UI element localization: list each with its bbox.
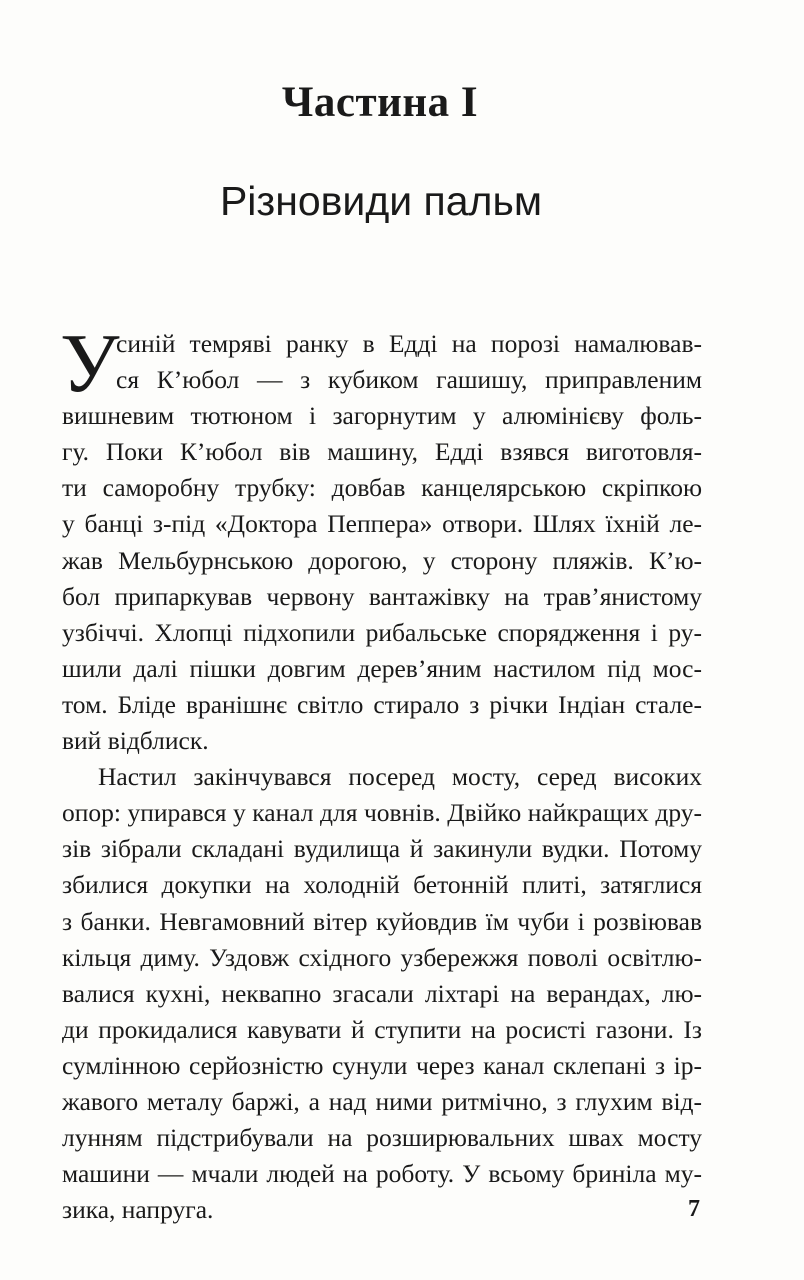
text-line: жав Мельбурнською дорогою, у сторону пляжів. К’ю- bbox=[62, 545, 702, 575]
text-line: ти саморобну трубку: довбав канцелярською скріпкою bbox=[62, 473, 702, 503]
text-line: сумлінною серйозністю сунули через канал склепані з ір- bbox=[62, 1050, 702, 1080]
body-text bbox=[60, 317, 702, 1228]
text-line: лунням підстрибували на розширювальних швах мосту bbox=[62, 1123, 702, 1153]
text-line: збилися докупки на холодній бетонній плиті, затяглися bbox=[62, 870, 702, 900]
text-line: ся К’юбол — з кубиком гашишу, приправленим bbox=[116, 365, 702, 395]
text-line: том. Бліде вранішнє світло стирало з річки Індіан сталe- bbox=[62, 689, 702, 719]
drop-cap: У bbox=[60, 317, 120, 410]
text-line: зів зібрали складані вудилища й закинули вудки. Потому bbox=[62, 834, 702, 864]
text-line: бол припаркував червону вантажівку на трав’янистому bbox=[62, 581, 702, 611]
text-line: Настил закінчувався посеред мосту, серед високих bbox=[98, 762, 702, 792]
paragraph-2 bbox=[62, 759, 702, 1228]
text-line: шили далі пішки довгим дерев’яним настилом під мос- bbox=[62, 653, 702, 683]
text-line: кільця диму. Уздовж східного узбережжя поволі освітлю- bbox=[62, 942, 702, 972]
text-line: гу. Поки К’юбол вів машину, Едді взявся виготовля- bbox=[62, 437, 702, 467]
text-line: машини — мчали людей на роботу. У всьому бриніла му- bbox=[62, 1159, 702, 1189]
text-line: валися кухні, неквапно згасали ліхтарі на верандах, лю- bbox=[62, 978, 702, 1008]
page-number: 7 bbox=[688, 1196, 700, 1222]
text-line: вишневим тютюном і загорнутим у алюмінієву фоль- bbox=[62, 401, 702, 431]
text-line: зика, напруга. bbox=[62, 1195, 214, 1225]
text-line: жавого металу баржі, а над ними ритмічно, з глухим від- bbox=[62, 1086, 702, 1116]
text-line: узбіччі. Хлопці підхопили рибальське спорядження і ру- bbox=[62, 617, 702, 647]
text-line: опор: упирався у канал для човнів. Двійко найкращих дру- bbox=[62, 798, 702, 828]
text-line: вий відблиск. bbox=[62, 726, 209, 756]
text-line: у банці з-під «Доктора Пеппера» отвори. Шлях їхній ле- bbox=[62, 509, 702, 539]
text-line: з банки. Невгамовний вітер куйовдив їм чуби і розвіював bbox=[62, 906, 702, 936]
chapter-title: Різновиди пальм bbox=[219, 178, 543, 224]
text-line: ди прокидалися кавувати й ступити на росисті газони. Із bbox=[62, 1014, 702, 1044]
text-line: синій темряві ранку в Едді на порозі намалював- bbox=[116, 329, 702, 358]
paragraph-1 bbox=[60, 317, 702, 759]
part-title: Частина I bbox=[281, 79, 479, 126]
